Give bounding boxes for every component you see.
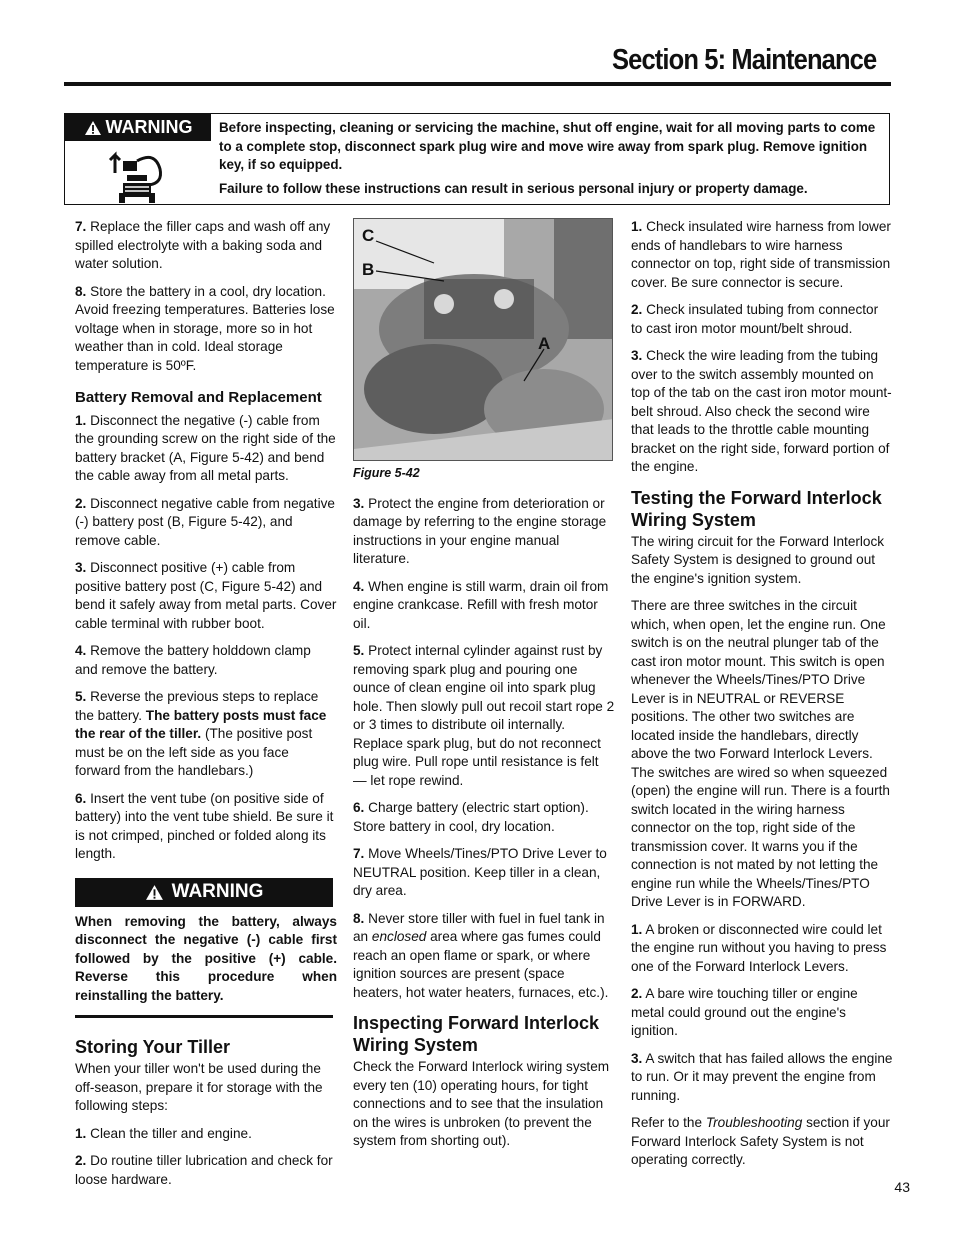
storing-step-2: 2. Do routine tiller lubrication and check for loose hardware. — [75, 1153, 333, 1187]
fault-1: 1. A broken or disconnected wire could let the engine run without you having to press one of the Forward Interlock Levers. — [631, 921, 887, 974]
inspecting-intro: Check the Forward Interlock wiring system every ten (10) operating hours, for tight connections and to see that the insulation on the wires is unbroken (to prevent the system from shorting out). — [353, 1059, 610, 1148]
figure-label-a: A — [538, 334, 551, 353]
warning-triangle-icon — [145, 884, 164, 901]
battery-step-6: 6. Insert the vent tube (on positive side of battery) into the vent tube shield. Be sure it is not crimped, pinched or folded along its length. — [75, 790, 334, 861]
testing-switches-paragraph: There are three switches in the circuit which, when open, let the engine run. One switch is on the neutral plunger tab of the cast iron motor mount. This switch is open whenever the Wheels/Tines/PTO Drive Lever is in NEUTRAL or REVERSE positions. The other two switches are located inside the handlebars, directly above the two Forward Interlock Levers. The switches are wired so when squeezed (open) the engine will run. There is a fourth switch located in the wiring harness connector on the top, right side of the transmission cover. It warns you if the connection is not mated by not letting the engine run while the Wheels/Tines/PTO Drive Lever is in FORWARD. — [631, 598, 890, 909]
figure-label-c: C — [362, 226, 375, 245]
warning-text-2: Failure to follow these instructions can result in serious personal injury or property damage. — [219, 180, 808, 196]
check-step-1: 1. Check insulated wire harness from lower ends of handlebars to wire harness connector on top, right side of transmission cover. Be sure connector is secure. — [631, 219, 891, 290]
warning-rule — [75, 1015, 333, 1018]
fault-3: 3. A switch that has failed allows the engine to run. Or it may prevent the engine from running. — [631, 1050, 893, 1103]
figure-caption: Figure 5-42 — [353, 466, 420, 480]
battery-warning-label: WARNING — [75, 878, 333, 907]
title-rule — [64, 82, 891, 86]
spark-plug-disconnect-icon — [65, 141, 211, 205]
figure-5-42-photo — [353, 218, 613, 461]
storing-step-1: 1. Clean the tiller and engine. — [75, 1125, 252, 1141]
battery-step-3: 3. Disconnect positive (+) cable from positive battery post (C, Figure 5-42) and bend it safely away from metal parts. Cover cable terminal with rubber boot. — [75, 560, 337, 631]
battery-step-2: 2. Disconnect negative cable from negative (-) battery post (B, Figure 5-42), and remove cable. — [75, 495, 335, 548]
testing-intro: The wiring circuit for the Forward Interlock Safety System is designed to ground out the engine's ignition system. — [631, 533, 885, 586]
column-1 — [75, 218, 337, 1198]
troubleshooting-reference: Refer to the Troubleshooting section if your Forward Interlock Safety System is not operating correctly. — [631, 1115, 890, 1167]
testing-interlock-heading: Testing the Forward Interlock Wiring System — [631, 487, 882, 530]
battery-step-1: 1. Disconnect the negative (-) cable from the grounding screw on the right side of the battery bracket (A, Figure 5-42) and bend the cable away from all metal parts. — [75, 412, 336, 483]
page-number: 43 — [894, 1179, 910, 1195]
warning-box — [64, 113, 890, 205]
warning-triangle-icon — [84, 120, 102, 136]
figure-label-b: B — [362, 260, 375, 279]
check-step-2: 2. Check insulated tubing from connector to cast iron motor mount/belt shroud. — [631, 302, 879, 336]
warning-text-1: Before inspecting, cleaning or servicing the machine, shut off engine, wait for all moving parts to come to a complete stop, disconnect spark plug wire and move wire away from spark plug. Remove ignition key, if so equipped. — [219, 120, 876, 172]
fault-2: 2. A bare wire touching tiller or engine metal could ground out the engine's ignition. — [631, 986, 858, 1038]
column-3 — [631, 218, 893, 1179]
storing-step-8: 8. Never store tiller with fuel in fuel tank in an enclosed area where gas fumes could reach an open flame or spark, or where ignition sources are present (space heaters, hot water heaters, furnaces, etc.). — [353, 910, 609, 1000]
storing-heading: Storing Your Tiller — [75, 1037, 231, 1057]
battery-warning-text: When removing the battery, always disconnect the negative (-) cable first followed by the positive (+) cable. Reverse this procedure when reinstalling the battery. — [75, 913, 337, 1003]
storing-step-4: 4. When engine is still warm, drain oil from engine crankcase. Refill with fresh motor oil. — [353, 578, 609, 631]
step-8: 8. Store the battery in a cool, dry location. Avoid freezing temperatures. Batteries lose voltage when in storage, more so in hot weather than in cold. Ideal storage temperature is 50ºF. — [75, 283, 335, 373]
column-2 — [353, 218, 615, 1160]
battery-photo-illustration — [354, 219, 613, 461]
storing-step-6: 6. Charge battery (electric start option). Store battery in cool, dry location. — [353, 800, 589, 834]
battery-step-4: 4. Remove the battery holddown clamp and remove the battery. — [75, 643, 311, 677]
battery-step-5: 5. Reverse the previous steps to replace the battery. The battery posts must face the rear of the tiller. (The positive post must be on the left side as you face forward from the handlebars.) — [75, 689, 327, 778]
check-step-3: 3. Check the wire leading from the tubing over to the switch assembly mounted on top of the tab on the cast iron motor mount-belt shroud. Also check the second wire that leads to the throttle cable mounting bracket on the right side, forward portion of the engine. — [631, 348, 892, 474]
storing-step-7: 7. Move Wheels/Tines/PTO Drive Lever to NEUTRAL position. Keep tiller in a clean, dry area. — [353, 846, 607, 898]
warning-label-text: WARNING — [105, 117, 193, 137]
battery-removal-heading: Battery Removal and Replacement — [75, 389, 322, 406]
storing-step-3: 3. Protect the engine from deterioration or damage by referring to the engine storage instructions in your engine manual literature. — [353, 495, 607, 566]
inspecting-interlock-heading: Inspecting Forward Interlock Wiring System — [353, 1013, 600, 1055]
storing-intro: When your tiller won't be used during the off-season, prepare it for storage with the following steps: — [75, 1061, 323, 1113]
warning-text — [219, 119, 887, 203]
warning-label — [65, 114, 211, 141]
storing-step-5: 5. Protect internal cylinder against rust by removing spark plug and pouring one ounce of clean engine oil into spark plug hole. Then slowly pull out recoil start rope 2 or 3 times to distribute oil internally. Replace spark plug, but do not reconnect plug wire. Pull rope until resistance is felt — let rope rewind. — [353, 643, 615, 788]
step-7: 7. Replace the filler caps and wash off any spilled electrolyte with a baking soda and water solution. — [75, 219, 331, 271]
page-title: Section 5: Maintenance — [611, 44, 876, 76]
